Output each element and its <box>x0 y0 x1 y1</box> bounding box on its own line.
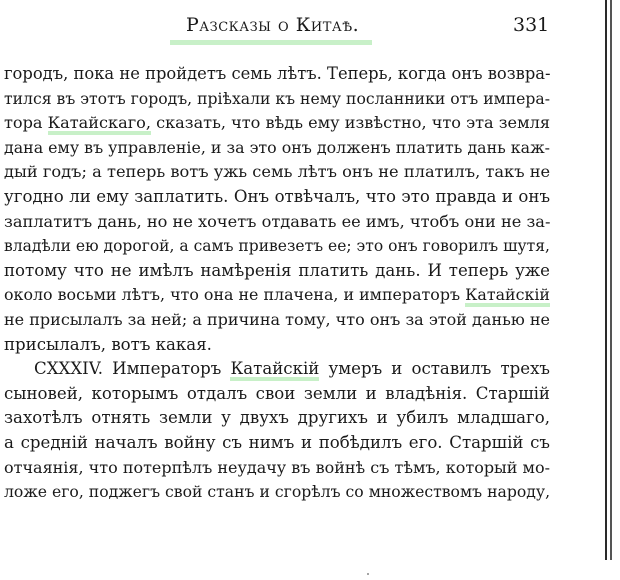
text-line <box>4 259 550 284</box>
text-line <box>4 456 550 481</box>
text-line <box>4 357 550 382</box>
running-header <box>0 14 600 44</box>
text-run: сказать, что вѣдь ему извѣстно, что эта земля <box>150 113 550 133</box>
scan-edge <box>605 0 607 560</box>
text-run: тора <box>4 113 48 133</box>
text-run: присылалъ, вотъ какая. <box>4 334 212 354</box>
text-run: потому что не имѣлъ намѣренія платить дань. И теперь уже <box>4 260 550 280</box>
text-run: умеръ и оставилъ трехъ <box>319 359 550 379</box>
scan-speck <box>367 573 369 575</box>
text-line <box>4 431 550 456</box>
text-run: городъ, пока не пройдетъ семь лѣтъ. Теперь, когда онъ возвра- <box>4 64 551 83</box>
text-run: угодно ли ему заплатить. Онъ отвѣчалъ, что это правда и онъ <box>4 186 550 206</box>
highlighted-term: Катайскій <box>465 285 550 307</box>
text-run: сыновей, которымъ отдалъ свои земли и владѣнія. Старшій <box>4 383 550 403</box>
text-run: а средній началъ войну съ нимъ и побѣдилъ его. Старшій съ <box>4 432 550 452</box>
text-line <box>4 111 550 136</box>
text-line <box>4 382 550 407</box>
text-run: ложе его, поджегъ свой станъ и сгорѣлъ со множествомъ народу, <box>4 482 551 502</box>
text-line <box>4 406 550 431</box>
page-number: 331 <box>513 14 550 36</box>
text-run: захотѣлъ отнять земли у двухъ другихъ и убилъ младшаго, <box>4 408 550 428</box>
text-line <box>4 333 550 358</box>
text-run: дый годъ; а теперь вотъ ужь семь лѣтъ онъ не платилъ, такъ не <box>4 162 551 182</box>
text-run: около восьми лѣтъ, что она не плачена, и императоръ <box>4 285 466 305</box>
running-title: Разсказы о Китаѣ. <box>186 14 360 36</box>
text-run: дана ему въ управленіе, и за это онъ долженъ платить дань каж- <box>4 137 550 157</box>
text-line <box>4 185 550 210</box>
text-line <box>4 210 550 235</box>
text-line <box>4 308 550 333</box>
text-run: заплатитъ дань, но не хочетъ отдавать ее имъ, чтобъ они не за- <box>4 211 551 231</box>
text-run: не присылалъ за ней; а причина тому, что онъ за этой данью не <box>4 309 550 329</box>
text-run: владѣли ею дорогой, а самъ привезетъ ее; это онъ говорилъ шутя, <box>4 237 550 256</box>
text-run: отчаянія, что потерпѣлъ неудачу въ войнѣ съ тѣмъ, который мо- <box>4 457 550 477</box>
text-run: CXXXIV. Императоръ <box>34 359 231 379</box>
body-text <box>4 62 550 505</box>
text-line <box>4 480 550 505</box>
text-line <box>4 62 550 87</box>
header-highlight <box>170 40 372 45</box>
highlighted-term: Катайскаго, <box>48 113 151 135</box>
text-line <box>4 234 550 259</box>
text-line <box>4 136 550 161</box>
text-line <box>4 87 550 112</box>
text-line <box>4 160 550 185</box>
scan-edge <box>610 0 612 560</box>
text-run: тился въ этотъ городъ, пріѣхали къ нему посланники отъ импера- <box>4 88 551 108</box>
highlighted-term: Катайскій <box>230 359 319 381</box>
text-line <box>4 283 550 308</box>
